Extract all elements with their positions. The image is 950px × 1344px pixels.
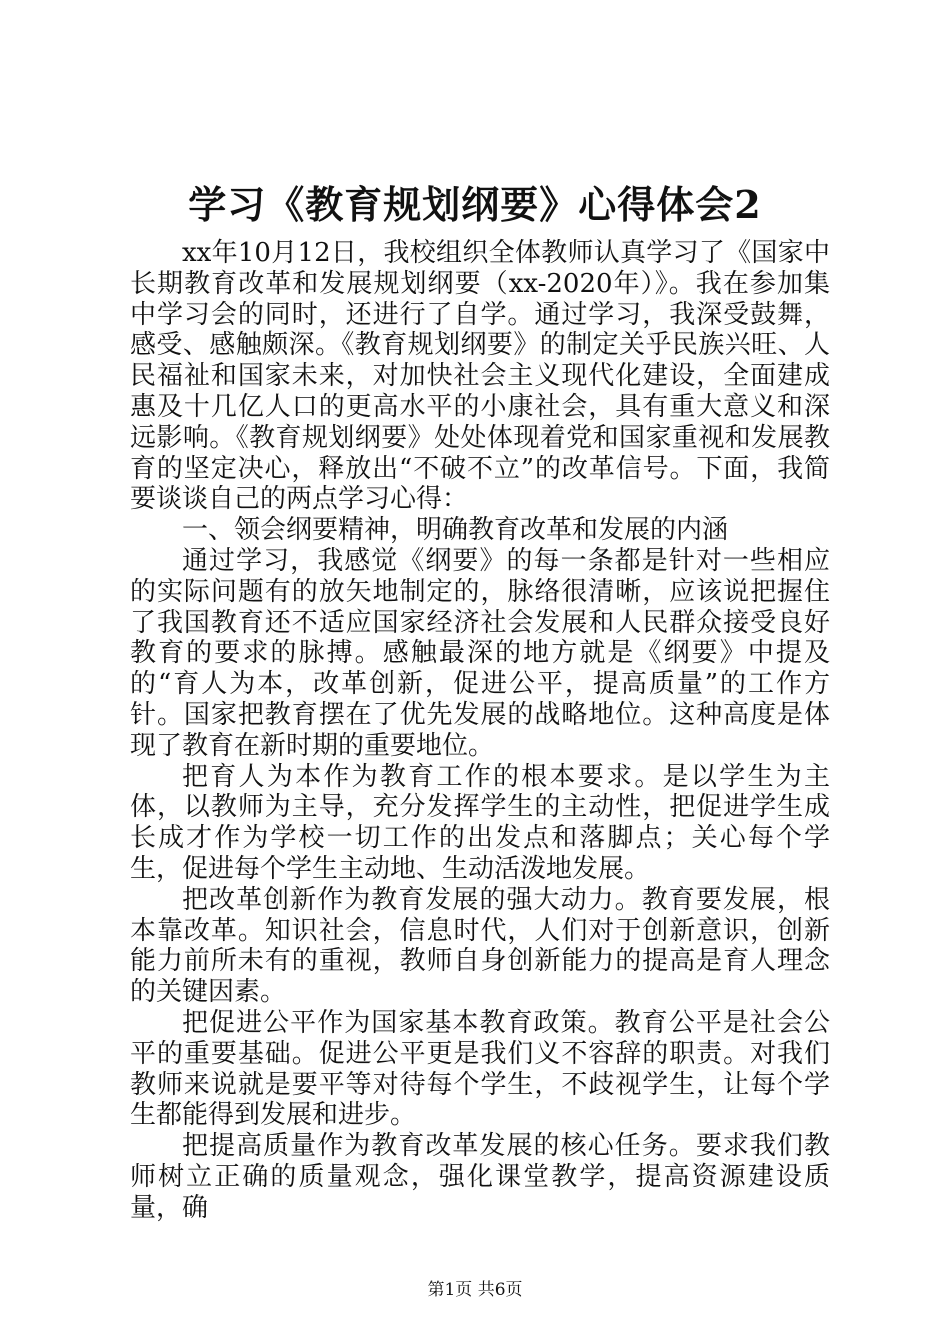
section-heading: 一、领会纲要精神，明确教育改革和发展的内涵 [182,515,729,546]
paragraph: 把促进公平作为国家基本教育政策。教育公平是社会公平的重要基础。促进公平更是我们义不容辞的职责。对我们教师来说就是要平等对待每个学生，不歧视学生，让每个学生都能得到发展和进步。 [130,1007,830,1131]
paragraph: xx年10月12日，我校组织全体教师认真学习了《国家中长期教育改革和发展规划纲要（xx-2020年）》。我在参加集中学习会的同时，还进行了自学。通过学习，我深受鼓舞，感受、感触颇深。《教育规划纲要》的制定关乎民族兴旺、人民福祉和国家未来，对加快社会主义现代化建设，全面建成惠及十几亿人口的更高水平的小康社会，具有重大意义和深远影响。《教育规划纲要》处处体现着党和国家重视和发展教育的坚定决心，释放出“不破不立”的改革信号。下面，我简要谈谈自己的两点学习心得： [130,238,830,515]
page-footer: 第1页 共6页 [427,1280,523,1300]
paragraph: 把改革创新作为教育发展的强大动力。教育要发展，根本靠改革。知识社会，信息时代，人们对于创新意识，创新能力前所未有的重视，教师自身创新能力的提高是育人理念的关键因素。 [130,884,830,1008]
document-title: 学习《教育规划纲要》心得体会2 [188,182,762,227]
paragraph: 把提高质量作为教育改革发展的核心任务。要求我们教师树立正确的质量观念，强化课堂教学，提高资源建设质量，确 [130,1131,830,1223]
paragraph: 把育人为本作为教育工作的根本要求。是以学生为主体，以教师为主导，充分发挥学生的主动性，把促进学生成长成才作为学校一切工作的出发点和落脚点；关心每个学生，促进每个学生主动地、生动活泼地发展。 [130,761,830,884]
document-body [130,238,830,1224]
paragraph: 通过学习，我感觉《纲要》的每一条都是针对一些相应的实际问题有的放矢地制定的，脉络很清晰，应该说把握住了我国教育还不适应国家经济社会发展和人民群众接受良好教育的要求的脉搏。感触最深的地方就是《纲要》中提及的“育人为本，改革创新，促进公平，提高质量”的工作方针。国家把教育摆在了优先发展的战略地位。这种高度是体现了教育在新时期的重要地位。 [130,545,830,761]
